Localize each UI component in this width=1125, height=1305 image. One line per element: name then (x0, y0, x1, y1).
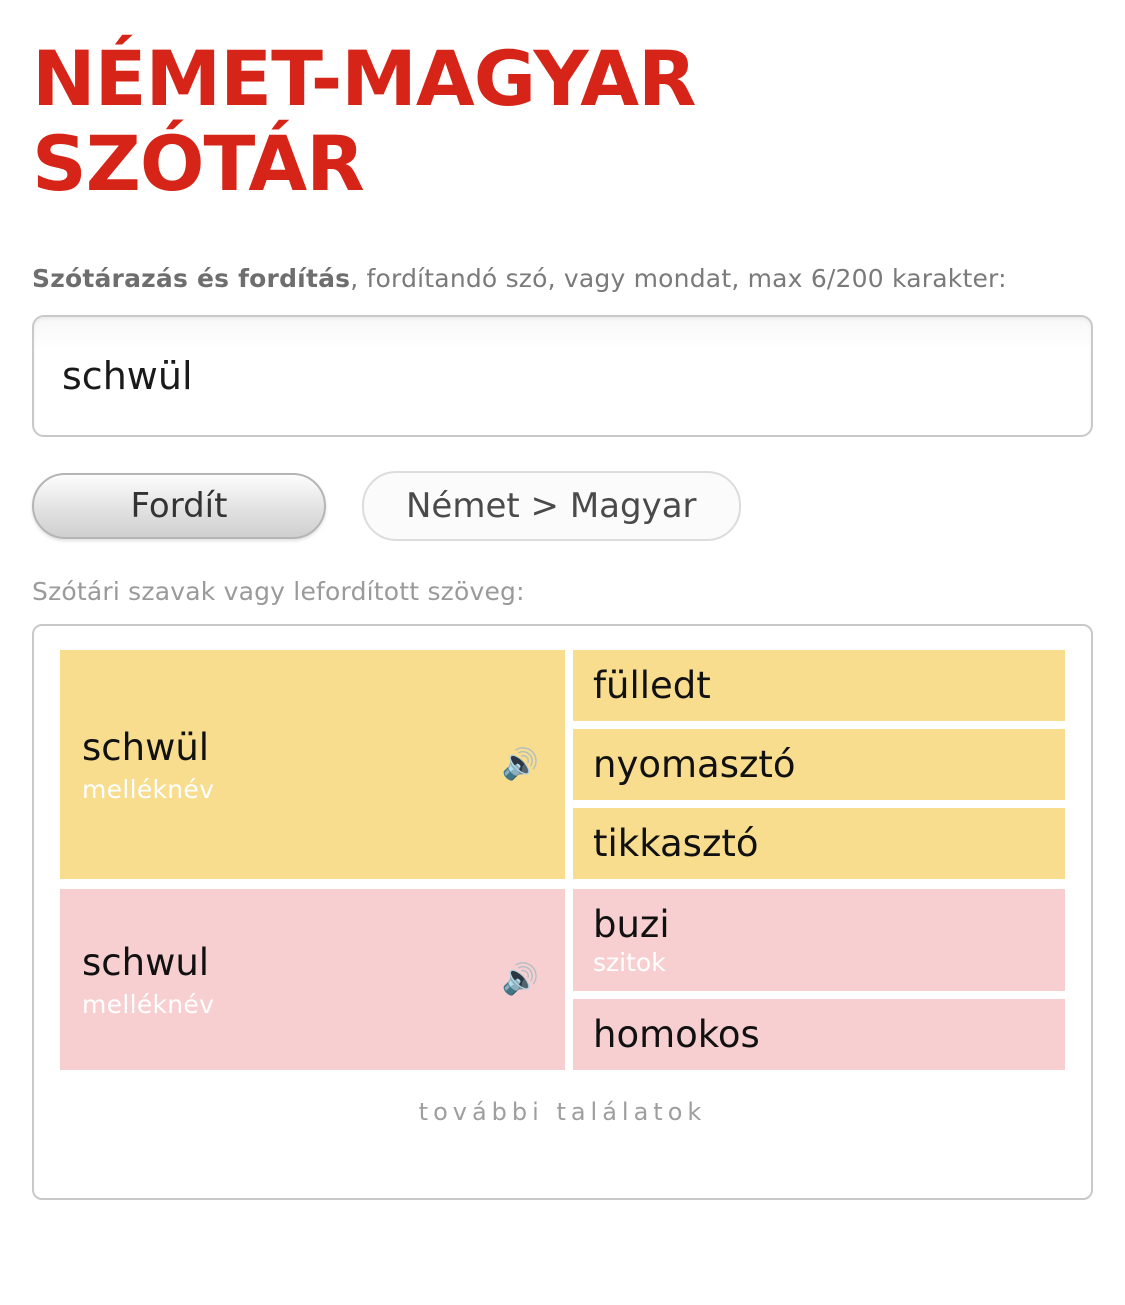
search-box[interactable] (32, 315, 1093, 437)
search-prompt-bold: Szótárazás és fordítás (32, 264, 351, 294)
sense-term: tikkasztó (593, 822, 759, 866)
speaker-icon[interactable]: 🔊 (501, 961, 539, 997)
page-title-line-1: NÉMET-MAGYAR (32, 34, 696, 123)
page-title-line-2: SZÓTÁR (32, 119, 364, 209)
controls-row (32, 471, 1093, 541)
results-panel (32, 624, 1093, 1200)
sense-item[interactable] (573, 808, 1065, 879)
sense-term: nyomasztó (593, 743, 796, 787)
more-results-link[interactable]: további találatok (418, 1098, 707, 1127)
sense-item[interactable] (573, 999, 1065, 1070)
result-entry (60, 650, 1065, 879)
entry-headword-text (82, 726, 214, 804)
language-direction-button[interactable]: Német > Magyar (362, 471, 741, 541)
results-label: Szótári szavak vagy lefordított szöveg: (32, 577, 525, 607)
entry-headword-cell[interactable] (60, 650, 565, 879)
search-input[interactable] (62, 354, 1063, 398)
sense-item[interactable] (573, 889, 1065, 991)
search-prompt (32, 264, 1093, 293)
entry-part-of-speech: melléknév (82, 989, 215, 1019)
entry-senses (573, 650, 1065, 879)
entry-part-of-speech: melléknév (82, 774, 215, 804)
entry-word: schwül (82, 725, 210, 769)
sense-term: buzi (593, 903, 670, 947)
entry-senses (573, 889, 1065, 1070)
sense-term: fülledt (593, 664, 711, 708)
translate-button[interactable]: Fordít (32, 473, 326, 539)
result-entry (60, 889, 1065, 1070)
page-title (32, 34, 1093, 209)
entry-word: schwul (82, 940, 210, 984)
entry-headword-text (82, 941, 214, 1019)
sense-term: homokos (593, 1013, 760, 1057)
search-prompt-rest: , fordítandó szó, vagy mondat, max 6/200 karakter: (350, 264, 1007, 294)
speaker-icon[interactable]: 🔊 (501, 746, 539, 782)
sense-note: szitok (593, 948, 666, 978)
entry-headword-cell[interactable] (60, 889, 565, 1070)
sense-item[interactable] (573, 729, 1065, 800)
sense-item[interactable] (573, 650, 1065, 721)
